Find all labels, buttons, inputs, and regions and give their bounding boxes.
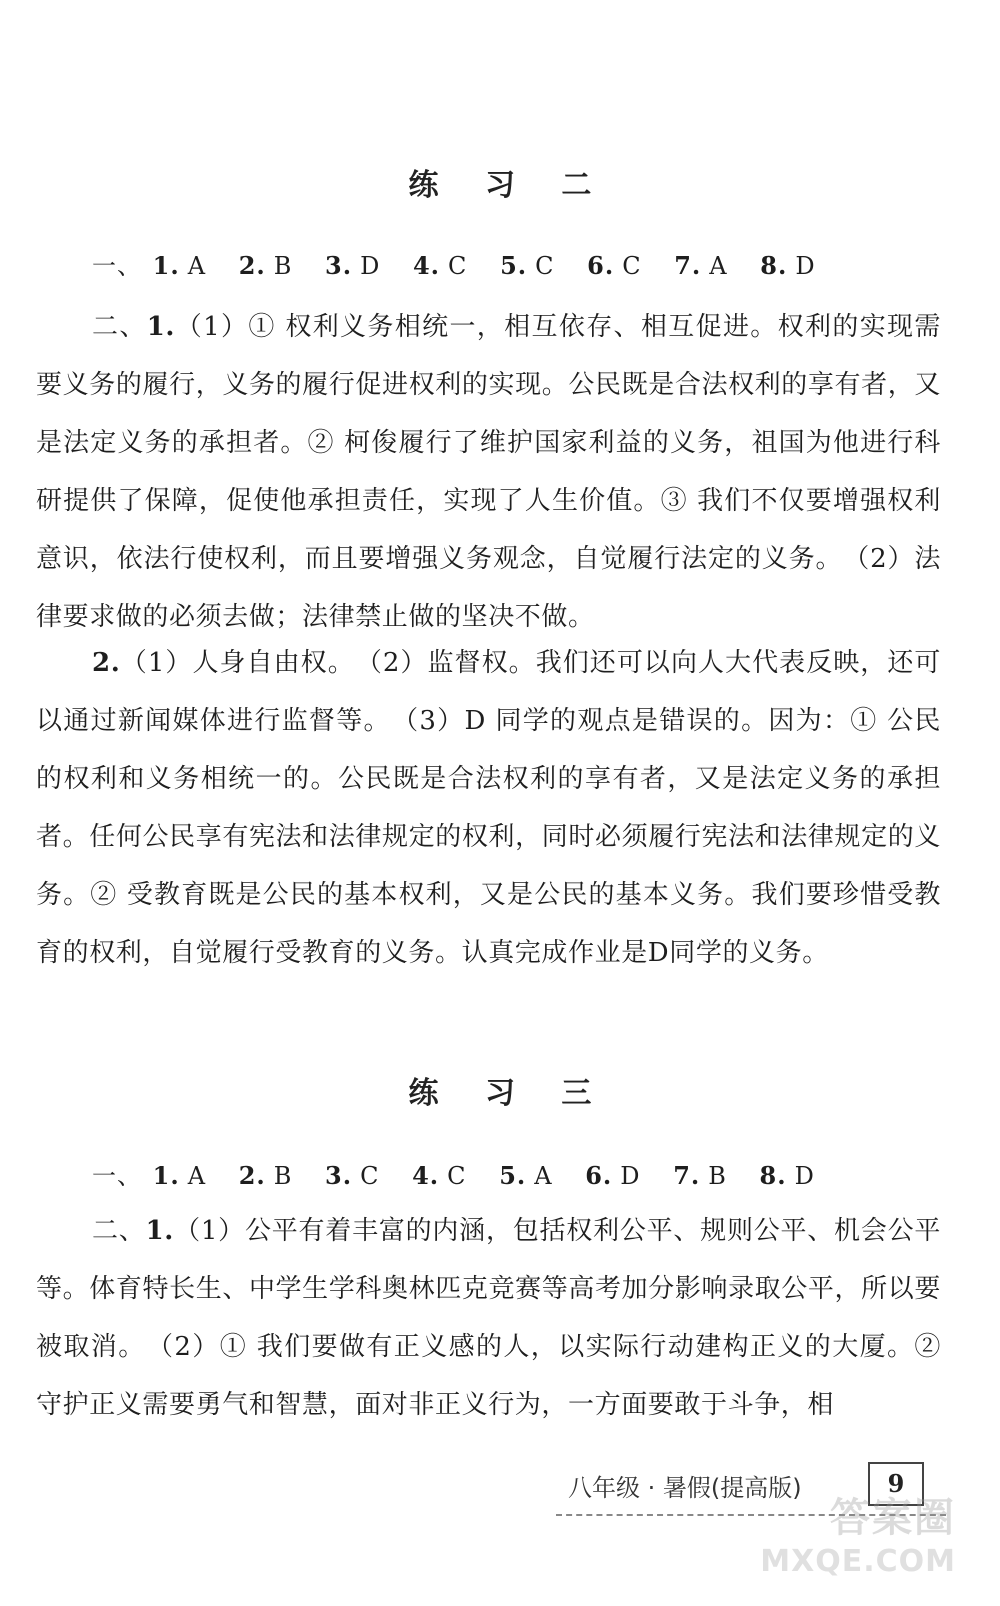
watermark-url: MXQE.COM xyxy=(760,1544,956,1579)
mc-answer-item xyxy=(153,1162,206,1190)
mc-choice: A xyxy=(187,252,207,280)
mc-number: 1. xyxy=(152,251,180,280)
mc-choice: A xyxy=(709,252,728,280)
mc-answer-item xyxy=(674,252,727,280)
mc-number: 8. xyxy=(760,251,788,280)
paragraph-text: （1）人身自由权。 （2）监督权。我们还可以向人大代表反映，还可以通过新闻媒体进行监督等。 （3）D 同学的观点是错误的。因为：① 公民的权利和义务相统一的。公民既是合法权利的享有者，又是法定义务的承担者。任何公民享有宪法和法律规定的权利，同时必须履行宪法和法律规定的义务。② 受教育既是公民的基本权利，又是公民的基本义务。我们要珍惜受教育的权利，自觉履行受教育的义务。认真完成作业是D同学的义务。 xyxy=(36,648,941,968)
mc-answer-item xyxy=(500,252,554,280)
mc-answer-item xyxy=(760,252,815,280)
mc-choice: B xyxy=(273,1162,293,1190)
paragraph-text: （1）① 权利义务相统一，相互依存、相互促进。权利的实现需要义务的履行，义务的履行促进权利的实现。公民既是合法权利的享有者，又是法定义务的承担者。② 柯俊履行了维护国家利益的义务，祖国为他进行科研提供了保障，促使他承担责任，实现了人生价值。③ 我们不仅要增强权利意识，依法行使权利，而且要增强义务观念，自觉履行法定的义务。 （2）法律要求做的必须去做；法律禁止做的坚决不做。 xyxy=(36,312,941,632)
mc-answer-item xyxy=(239,1162,293,1190)
mc-number: 6. xyxy=(585,1161,613,1190)
paragraph-text: （1）公平有着丰富的内涵，包括权利公平、规则公平、机会公平等。体育特长生、中学生学科奥林匹克竞赛等高考加分影响录取公平，所以要被取消。 （2）① 我们要做有正义感的人，以实际行动建构正义的大厦。② 守护正义需要勇气和智慧，面对非正义行为，一方面要敢于斗争，相 xyxy=(36,1216,941,1420)
section-title-exercise-2: 练 习 二 xyxy=(408,168,610,203)
mc-choice: B xyxy=(273,252,293,280)
mc-answer-item xyxy=(587,252,641,280)
answer-paragraph-2-2 xyxy=(36,634,941,982)
mc-number: 2. xyxy=(238,1161,266,1190)
paragraph-lead: 二、 xyxy=(92,312,147,342)
question-number: 1. xyxy=(146,312,176,342)
watermark-logo: 答案圈 xyxy=(830,1495,956,1541)
mc-number: 4. xyxy=(412,1161,440,1190)
mc-lead: 一、 xyxy=(92,1162,142,1190)
mc-choice: B xyxy=(708,1162,727,1190)
mc-number: 7. xyxy=(673,1161,701,1190)
mc-choice: C xyxy=(360,1162,380,1190)
section-title-exercise-3: 练 习 三 xyxy=(408,1076,610,1111)
mc-answer-item xyxy=(585,1162,640,1190)
mc-answers-exercise-2 xyxy=(92,246,972,281)
mc-lead: 一、 xyxy=(92,252,142,280)
mc-choice: C xyxy=(622,252,642,280)
mc-number: 3. xyxy=(325,1161,353,1190)
mc-answers-exercise-3 xyxy=(92,1156,972,1191)
mc-answer-item xyxy=(760,1162,815,1190)
mc-answer-item xyxy=(673,1162,727,1190)
mc-number: 3. xyxy=(325,251,353,280)
paragraph-lead: 二、 xyxy=(92,1216,146,1246)
mc-answer-item xyxy=(499,1162,552,1190)
watermark xyxy=(756,1486,956,1598)
mc-answer-item xyxy=(325,252,380,280)
mc-number: 5. xyxy=(500,251,528,280)
mc-number: 7. xyxy=(674,251,702,280)
mc-answer-item xyxy=(153,252,206,280)
question-number: 2. xyxy=(92,648,121,678)
answer-paragraph-3-1 xyxy=(36,1202,941,1434)
mc-number: 6. xyxy=(587,251,615,280)
mc-choice: D xyxy=(360,252,381,280)
mc-choice: A xyxy=(534,1162,553,1190)
mc-choice: D xyxy=(620,1162,641,1190)
footer-grade-label: 八年级 · 暑假(提高版) xyxy=(568,1474,802,1502)
mc-choice: D xyxy=(794,1162,815,1190)
mc-number: 1. xyxy=(152,1161,180,1190)
mc-number: 4. xyxy=(412,251,441,280)
mc-number: 8. xyxy=(759,1161,787,1190)
mc-number: 2. xyxy=(238,251,266,280)
mc-choice: C xyxy=(535,252,555,280)
mc-number: 5. xyxy=(499,1161,527,1190)
mc-answer-item xyxy=(239,252,293,280)
mc-answer-item xyxy=(325,1162,379,1190)
question-number: 1. xyxy=(145,1216,174,1246)
mc-answer-item xyxy=(412,1162,466,1190)
mc-choice: D xyxy=(795,252,816,280)
page-number: 9 xyxy=(868,1462,924,1506)
mc-choice: C xyxy=(448,252,468,280)
answer-paragraph-2-1 xyxy=(36,298,941,646)
mc-choice: C xyxy=(447,1162,467,1190)
mc-choice: A xyxy=(187,1162,207,1190)
mc-answer-item xyxy=(413,252,467,280)
